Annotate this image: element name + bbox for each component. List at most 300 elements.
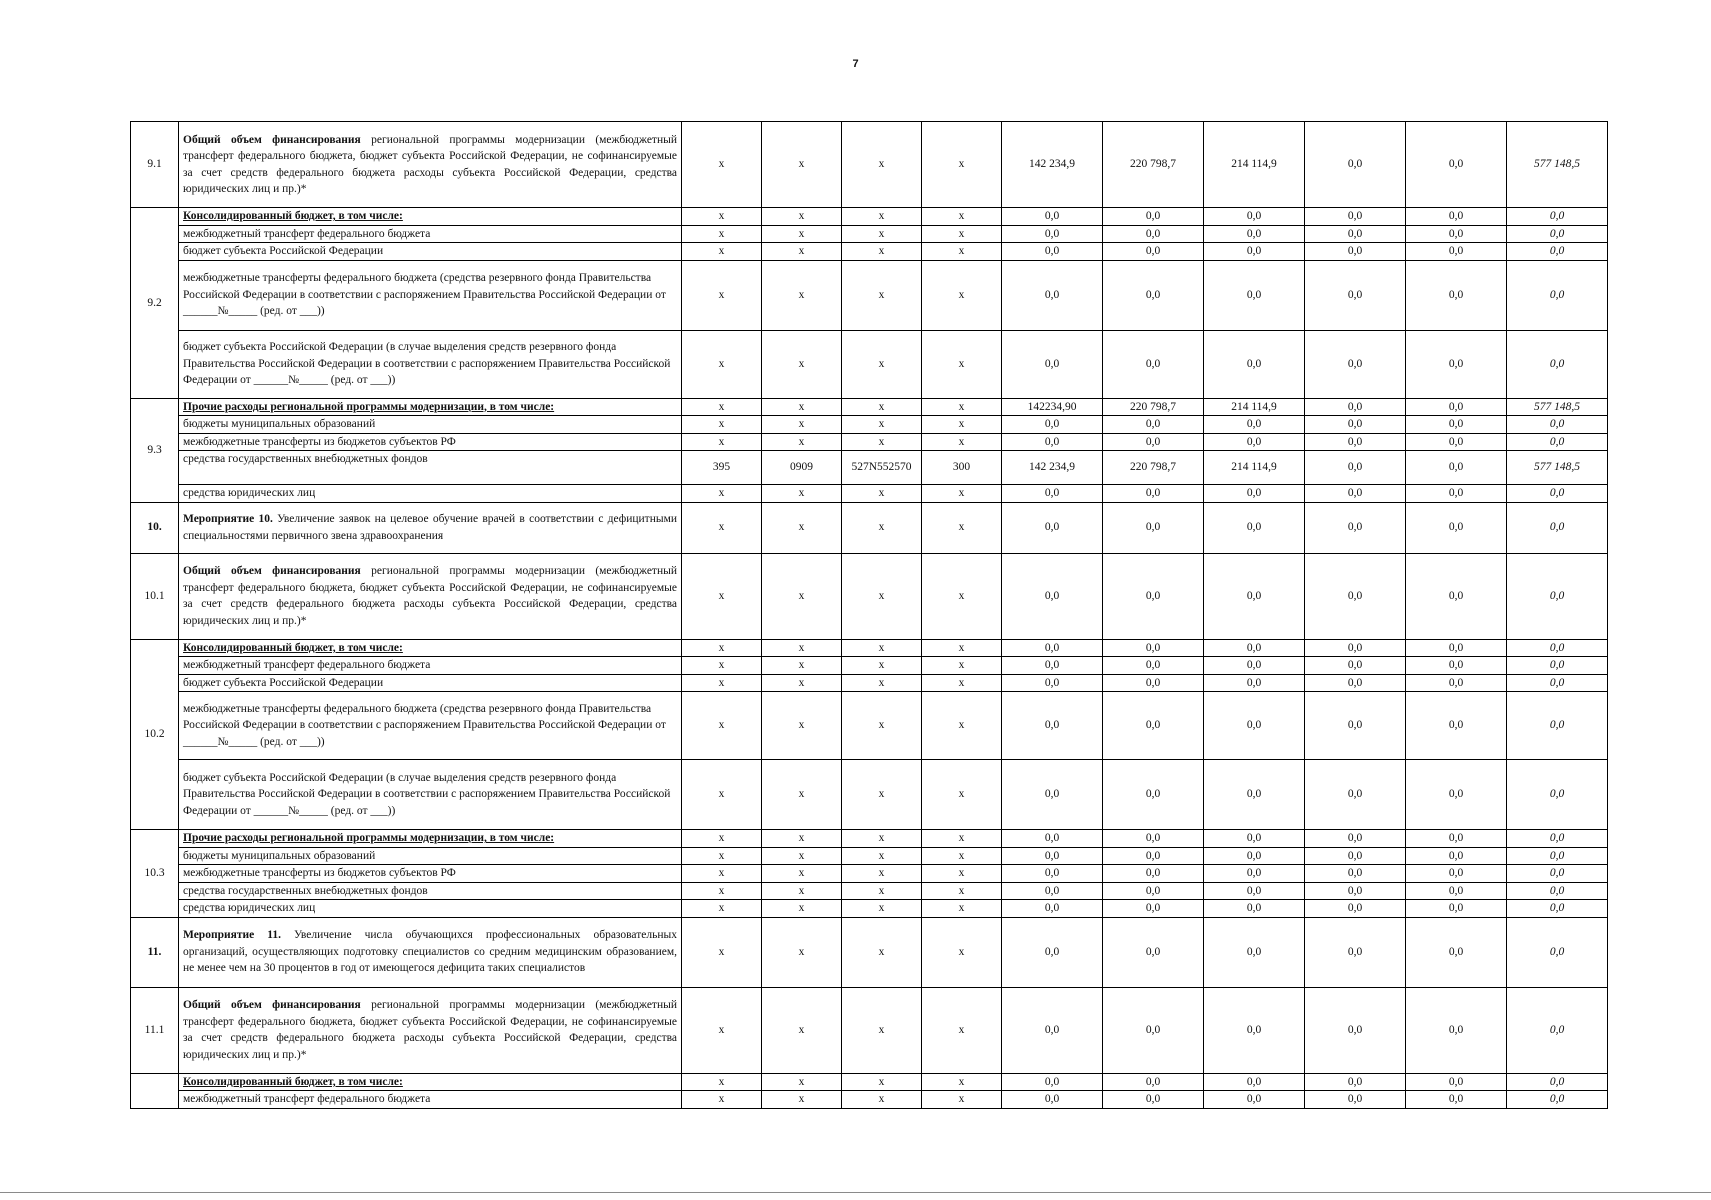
code-cell: x (842, 398, 922, 416)
code-cell: x (842, 553, 922, 639)
value-cell: 0,0 (1204, 760, 1305, 830)
description-cell: межбюджетные трансферты из бюджетов субъектов РФ (179, 433, 682, 451)
code-cell: x (922, 847, 1002, 865)
code-cell: x (842, 847, 922, 865)
value-cell: 0,0 (1305, 674, 1406, 692)
total-cell: 0,0 (1507, 917, 1608, 987)
code-cell: x (762, 900, 842, 918)
total-cell: 0,0 (1507, 882, 1608, 900)
table-row (131, 225, 1608, 243)
value-cell: 0,0 (1002, 760, 1103, 830)
value-cell: 0,0 (1103, 260, 1204, 330)
description-text: региональной программы модернизации (межбюджетный трансферт федерального бюджета, бюджет субъекта Российской Федерации, не софинансируемые за счет средств федерального бюджета расходы субъекта Российской Федерации, средства юридических лиц и пр.)* (183, 133, 677, 195)
table-row (131, 847, 1608, 865)
value-cell: 0,0 (1002, 865, 1103, 883)
code-cell: x (922, 987, 1002, 1073)
total-cell: 0,0 (1507, 260, 1608, 330)
value-cell: 0,0 (1002, 882, 1103, 900)
value-cell: 0,0 (1406, 485, 1507, 503)
code-cell: x (922, 657, 1002, 675)
code-cell: x (922, 882, 1002, 900)
total-cell: 0,0 (1507, 485, 1608, 503)
table-row (131, 865, 1608, 883)
code-cell: x (922, 900, 1002, 918)
value-cell: 0,0 (1103, 917, 1204, 987)
value-cell: 0,0 (1305, 830, 1406, 848)
code-cell: x (682, 674, 762, 692)
value-cell: 0,0 (1002, 260, 1103, 330)
value-cell: 0,0 (1103, 639, 1204, 657)
table-row (131, 433, 1608, 451)
description-cell: бюджеты муниципальных образований (179, 847, 682, 865)
value-cell: 0,0 (1406, 1091, 1507, 1109)
code-cell: x (682, 330, 762, 398)
code-cell: x (762, 639, 842, 657)
value-cell: 220 798,7 (1103, 451, 1204, 485)
value-cell: 0,0 (1204, 917, 1305, 987)
description-cell: Прочие расходы региональной программы модернизации, в том числе: (179, 830, 682, 848)
value-cell: 0,0 (1204, 243, 1305, 261)
page-bottom-rule (0, 1192, 1711, 1193)
value-cell: 0,0 (1305, 657, 1406, 675)
section-row (131, 987, 1608, 1073)
value-cell: 0,0 (1002, 900, 1103, 918)
code-cell: x (922, 398, 1002, 416)
value-cell: 0,0 (1103, 830, 1204, 848)
value-cell: 0,0 (1204, 433, 1305, 451)
row-number-cell: 11. (131, 917, 179, 987)
value-cell: 0,0 (1406, 553, 1507, 639)
table-row (131, 882, 1608, 900)
value-cell: 0,0 (1406, 657, 1507, 675)
total-cell: 577 148,5 (1507, 451, 1608, 485)
total-cell: 0,0 (1507, 900, 1608, 918)
code-cell: 300 (922, 451, 1002, 485)
value-cell: 0,0 (1002, 485, 1103, 503)
value-cell: 0,0 (1305, 917, 1406, 987)
code-cell: x (682, 692, 762, 760)
description-cell: межбюджетный трансферт федерального бюджета (179, 225, 682, 243)
code-cell: x (922, 243, 1002, 261)
value-cell: 214 114,9 (1204, 451, 1305, 485)
value-cell: 0,0 (1204, 692, 1305, 760)
value-cell: 0,0 (1305, 1091, 1406, 1109)
code-cell: x (762, 692, 842, 760)
total-cell: 0,0 (1507, 657, 1608, 675)
value-cell: 0,0 (1002, 657, 1103, 675)
table-row (131, 760, 1608, 830)
description-cell: бюджет субъекта Российской Федерации (в случае выделения средств резервного фонда Правительства Российской Федерации в соответствии с распоряжением Правительства Российской Федерации от ______№_____ (ред. от ___)) (179, 760, 682, 830)
value-cell: 0,0 (1103, 987, 1204, 1073)
total-cell: 0,0 (1507, 208, 1608, 226)
value-cell: 0,0 (1204, 674, 1305, 692)
description-cell: Консолидированный бюджет, в том числе: (179, 1073, 682, 1091)
value-cell: 0,0 (1406, 225, 1507, 243)
total-cell: 0,0 (1507, 433, 1608, 451)
value-cell: 0,0 (1002, 330, 1103, 398)
code-cell: x (762, 847, 842, 865)
code-cell: x (682, 208, 762, 226)
code-cell: x (762, 865, 842, 883)
table-row (131, 692, 1608, 760)
value-cell: 0,0 (1002, 433, 1103, 451)
code-cell: x (922, 260, 1002, 330)
value-cell: 0,0 (1103, 485, 1204, 503)
description-text: региональной программы модернизации (межбюджетный трансферт федерального бюджета, бюджет субъекта Российской Федерации, не софинансируемые за счет средств федерального бюджета расходы субъекта Российской Федерации, средства юридических лиц и пр.)* (183, 565, 677, 627)
value-cell: 0,0 (1305, 433, 1406, 451)
value-cell: 0,0 (1406, 847, 1507, 865)
total-cell: 0,0 (1507, 692, 1608, 760)
row-number-cell: 10.2 (131, 639, 179, 830)
value-cell: 0,0 (1103, 502, 1204, 553)
code-cell: x (682, 847, 762, 865)
value-cell: 214 114,9 (1204, 122, 1305, 208)
description-cell: бюджет субъекта Российской Федерации (179, 674, 682, 692)
value-cell: 0,0 (1406, 330, 1507, 398)
code-cell: x (762, 657, 842, 675)
code-cell: x (842, 416, 922, 434)
value-cell: 0,0 (1406, 398, 1507, 416)
value-cell: 0,0 (1305, 1073, 1406, 1091)
row-number-cell: 9.2 (131, 208, 179, 399)
description-lead: Общий объем финансирования (183, 565, 361, 577)
value-cell: 0,0 (1103, 900, 1204, 918)
value-cell: 0,0 (1204, 208, 1305, 226)
code-cell: x (922, 502, 1002, 553)
section-row (131, 553, 1608, 639)
total-cell: 577 148,5 (1507, 398, 1608, 416)
code-cell: x (922, 416, 1002, 434)
value-cell: 0,0 (1204, 830, 1305, 848)
table-row (131, 451, 1608, 485)
value-cell: 0,0 (1002, 502, 1103, 553)
code-cell: x (682, 865, 762, 883)
value-cell: 0,0 (1406, 692, 1507, 760)
value-cell: 0,0 (1103, 692, 1204, 760)
code-cell: x (762, 433, 842, 451)
total-cell: 0,0 (1507, 416, 1608, 434)
value-cell: 0,0 (1002, 830, 1103, 848)
total-cell: 0,0 (1507, 674, 1608, 692)
value-cell: 0,0 (1002, 1091, 1103, 1109)
row-number-cell: 9.3 (131, 398, 179, 502)
code-cell: x (842, 917, 922, 987)
value-cell: 0,0 (1103, 208, 1204, 226)
table-row (131, 1091, 1608, 1109)
code-cell: x (922, 208, 1002, 226)
value-cell: 0,0 (1305, 639, 1406, 657)
value-cell: 0,0 (1305, 208, 1406, 226)
total-cell: 0,0 (1507, 553, 1608, 639)
value-cell: 0,0 (1002, 1073, 1103, 1091)
code-cell: x (842, 760, 922, 830)
code-cell: x (762, 882, 842, 900)
section-row (131, 122, 1608, 208)
code-cell: x (922, 865, 1002, 883)
code-cell: x (682, 433, 762, 451)
description-cell: межбюджетные трансферты федерального бюджета (средства резервного фонда Правительства Российской Федерации в соответствии с распоряжением Правительства Российской Федерации от ______№_____ (ред. от ___)) (179, 692, 682, 760)
code-cell: x (842, 243, 922, 261)
total-cell: 0,0 (1507, 760, 1608, 830)
value-cell: 0,0 (1103, 416, 1204, 434)
description-cell: Консолидированный бюджет, в том числе: (179, 208, 682, 226)
code-cell: x (682, 502, 762, 553)
value-cell: 0,0 (1103, 433, 1204, 451)
description-cell (179, 987, 682, 1073)
value-cell: 0,0 (1204, 1091, 1305, 1109)
code-cell: x (762, 260, 842, 330)
code-cell: x (922, 553, 1002, 639)
code-cell: x (842, 1073, 922, 1091)
value-cell: 0,0 (1305, 330, 1406, 398)
description-cell: средства государственных внебюджетных фондов (179, 882, 682, 900)
value-cell: 0,0 (1406, 882, 1507, 900)
value-cell: 0,0 (1204, 639, 1305, 657)
value-cell: 0,0 (1406, 900, 1507, 918)
value-cell: 0,0 (1406, 987, 1507, 1073)
code-cell: x (842, 502, 922, 553)
value-cell: 0,0 (1406, 674, 1507, 692)
code-cell: x (922, 639, 1002, 657)
row-number-cell: 10.3 (131, 830, 179, 918)
value-cell: 0,0 (1305, 692, 1406, 760)
value-cell: 0,0 (1002, 553, 1103, 639)
value-cell: 214 114,9 (1204, 398, 1305, 416)
description-lead: Мероприятие 10. (183, 513, 273, 525)
description-text: Увеличение числа обучающихся профессиональных образовательных организаций, осуществляющих подготовку специалистов со средним медицинским образованием, не менее чем на 30 процентов в год от имеющегося дефицита таких специалистов (183, 929, 677, 975)
code-cell: x (922, 692, 1002, 760)
value-cell: 0,0 (1406, 1073, 1507, 1091)
value-cell: 0,0 (1103, 657, 1204, 675)
total-cell: 0,0 (1507, 1073, 1608, 1091)
code-cell: x (842, 830, 922, 848)
code-cell: x (762, 917, 842, 987)
total-cell: 0,0 (1507, 639, 1608, 657)
table-row (131, 639, 1608, 657)
value-cell: 0,0 (1204, 330, 1305, 398)
value-cell: 0,0 (1305, 987, 1406, 1073)
value-cell: 0,0 (1406, 433, 1507, 451)
value-cell: 0,0 (1204, 882, 1305, 900)
code-cell: 395 (682, 451, 762, 485)
value-cell: 0,0 (1204, 1073, 1305, 1091)
financing-table (130, 121, 1608, 1109)
code-cell: x (762, 398, 842, 416)
table-row (131, 243, 1608, 261)
total-cell: 0,0 (1507, 502, 1608, 553)
value-cell: 0,0 (1103, 865, 1204, 883)
code-cell: x (842, 692, 922, 760)
description-cell: средства юридических лиц (179, 485, 682, 503)
value-cell: 0,0 (1002, 917, 1103, 987)
code-cell: 527N552570 (842, 451, 922, 485)
table-row (131, 485, 1608, 503)
description-cell: бюджет субъекта Российской Федерации (179, 243, 682, 261)
description-lead: Общий объем финансирования (183, 999, 361, 1011)
value-cell: 220 798,7 (1103, 398, 1204, 416)
value-cell: 0,0 (1305, 502, 1406, 553)
code-cell: x (682, 553, 762, 639)
value-cell: 0,0 (1002, 674, 1103, 692)
code-cell: x (922, 330, 1002, 398)
value-cell: 0,0 (1305, 865, 1406, 883)
description-text: Увеличение заявок на целевое обучение врачей в соответствии с дефицитными специальностями первичного звена здравоохранения (183, 513, 678, 542)
code-cell: x (842, 657, 922, 675)
code-cell: x (682, 485, 762, 503)
value-cell: 0,0 (1305, 243, 1406, 261)
code-cell: x (842, 122, 922, 208)
event-row (131, 917, 1608, 987)
value-cell: 142 234,9 (1002, 122, 1103, 208)
code-cell: x (762, 485, 842, 503)
value-cell: 0,0 (1103, 674, 1204, 692)
value-cell: 0,0 (1103, 553, 1204, 639)
code-cell: x (842, 865, 922, 883)
value-cell: 0,0 (1204, 502, 1305, 553)
value-cell: 0,0 (1406, 243, 1507, 261)
value-cell: 0,0 (1305, 225, 1406, 243)
code-cell: x (922, 830, 1002, 848)
code-cell: x (682, 760, 762, 830)
code-cell: x (762, 760, 842, 830)
code-cell: x (682, 416, 762, 434)
value-cell: 0,0 (1406, 639, 1507, 657)
description-cell (179, 502, 682, 553)
code-cell: x (922, 485, 1002, 503)
value-cell: 0,0 (1406, 502, 1507, 553)
code-cell: x (842, 900, 922, 918)
total-cell: 0,0 (1507, 330, 1608, 398)
total-cell: 0,0 (1507, 987, 1608, 1073)
code-cell: x (762, 243, 842, 261)
code-cell: x (762, 1073, 842, 1091)
value-cell: 0,0 (1103, 882, 1204, 900)
value-cell: 0,0 (1204, 987, 1305, 1073)
table-row (131, 330, 1608, 398)
value-cell: 0,0 (1204, 225, 1305, 243)
total-cell: 577 148,5 (1507, 122, 1608, 208)
table-row (131, 657, 1608, 675)
value-cell: 0,0 (1204, 900, 1305, 918)
code-cell: x (922, 122, 1002, 208)
table-row (131, 900, 1608, 918)
value-cell: 0,0 (1406, 760, 1507, 830)
table-row (131, 416, 1608, 434)
code-cell: x (922, 917, 1002, 987)
value-cell: 0,0 (1305, 760, 1406, 830)
code-cell: x (842, 987, 922, 1073)
value-cell: 0,0 (1305, 260, 1406, 330)
description-cell: межбюджетный трансферт федерального бюджета (179, 657, 682, 675)
code-cell: x (842, 330, 922, 398)
value-cell: 0,0 (1103, 1073, 1204, 1091)
value-cell: 0,0 (1103, 225, 1204, 243)
code-cell: x (922, 1073, 1002, 1091)
code-cell: x (842, 882, 922, 900)
value-cell: 0,0 (1204, 416, 1305, 434)
code-cell: x (682, 260, 762, 330)
value-cell: 0,0 (1204, 260, 1305, 330)
table-row (131, 674, 1608, 692)
total-cell: 0,0 (1507, 1091, 1608, 1109)
row-number-cell: 10.1 (131, 553, 179, 639)
value-cell: 0,0 (1103, 760, 1204, 830)
code-cell: x (842, 639, 922, 657)
value-cell: 0,0 (1406, 122, 1507, 208)
description-cell: межбюджетные трансферты из бюджетов субъектов РФ (179, 865, 682, 883)
value-cell: 0,0 (1204, 847, 1305, 865)
value-cell: 0,0 (1204, 485, 1305, 503)
code-cell: 0909 (762, 451, 842, 485)
value-cell: 142234,90 (1002, 398, 1103, 416)
value-cell: 0,0 (1204, 657, 1305, 675)
description-cell: межбюджетный трансферт федерального бюджета (179, 1091, 682, 1109)
value-cell: 0,0 (1002, 639, 1103, 657)
total-cell: 0,0 (1507, 865, 1608, 883)
table-row (131, 830, 1608, 848)
value-cell: 0,0 (1305, 398, 1406, 416)
value-cell: 0,0 (1103, 847, 1204, 865)
code-cell: x (922, 1091, 1002, 1109)
code-cell: x (842, 1091, 922, 1109)
value-cell: 0,0 (1406, 416, 1507, 434)
code-cell: x (922, 225, 1002, 243)
code-cell: x (762, 122, 842, 208)
total-cell: 0,0 (1507, 243, 1608, 261)
code-cell: x (762, 502, 842, 553)
code-cell: x (762, 553, 842, 639)
row-number-cell: 11.1 (131, 987, 179, 1073)
code-cell: x (842, 433, 922, 451)
code-cell: x (682, 225, 762, 243)
description-cell: Прочие расходы региональной программы модернизации, в том числе: (179, 398, 682, 416)
row-number-cell (131, 1073, 179, 1108)
value-cell: 0,0 (1002, 416, 1103, 434)
code-cell: x (682, 657, 762, 675)
description-text: региональной программы модернизации (межбюджетный трансферт федерального бюджета, бюджет субъекта Российской Федерации, не софинансируемые за счет средств федерального бюджета расходы субъекта Российской Федерации, средства юридических лиц и пр.)* (183, 999, 677, 1061)
value-cell: 0,0 (1002, 847, 1103, 865)
row-number-cell: 10. (131, 502, 179, 553)
code-cell: x (762, 208, 842, 226)
total-cell: 0,0 (1507, 830, 1608, 848)
value-cell: 0,0 (1002, 243, 1103, 261)
value-cell: 0,0 (1305, 882, 1406, 900)
description-cell: средства государственных внебюджетных фондов (179, 451, 682, 485)
description-cell: бюджет субъекта Российской Федерации (в случае выделения средств резервного фонда Правительства Российской Федерации в соответствии с распоряжением Правительства Российской Федерации от ______№_____ (ред. от ___)) (179, 330, 682, 398)
value-cell: 0,0 (1103, 243, 1204, 261)
row-number-cell: 9.1 (131, 122, 179, 208)
event-row (131, 502, 1608, 553)
value-cell: 0,0 (1002, 987, 1103, 1073)
code-cell: x (682, 900, 762, 918)
code-cell: x (682, 882, 762, 900)
code-cell: x (762, 987, 842, 1073)
table-row (131, 398, 1608, 416)
code-cell: x (762, 416, 842, 434)
table-row (131, 208, 1608, 226)
code-cell: x (682, 398, 762, 416)
code-cell: x (922, 760, 1002, 830)
code-cell: x (842, 674, 922, 692)
value-cell: 0,0 (1406, 917, 1507, 987)
description-cell (179, 917, 682, 987)
value-cell: 0,0 (1103, 1091, 1204, 1109)
code-cell: x (682, 917, 762, 987)
code-cell: x (682, 243, 762, 261)
total-cell: 0,0 (1507, 225, 1608, 243)
code-cell: x (842, 225, 922, 243)
page-number: 7 (852, 58, 859, 70)
